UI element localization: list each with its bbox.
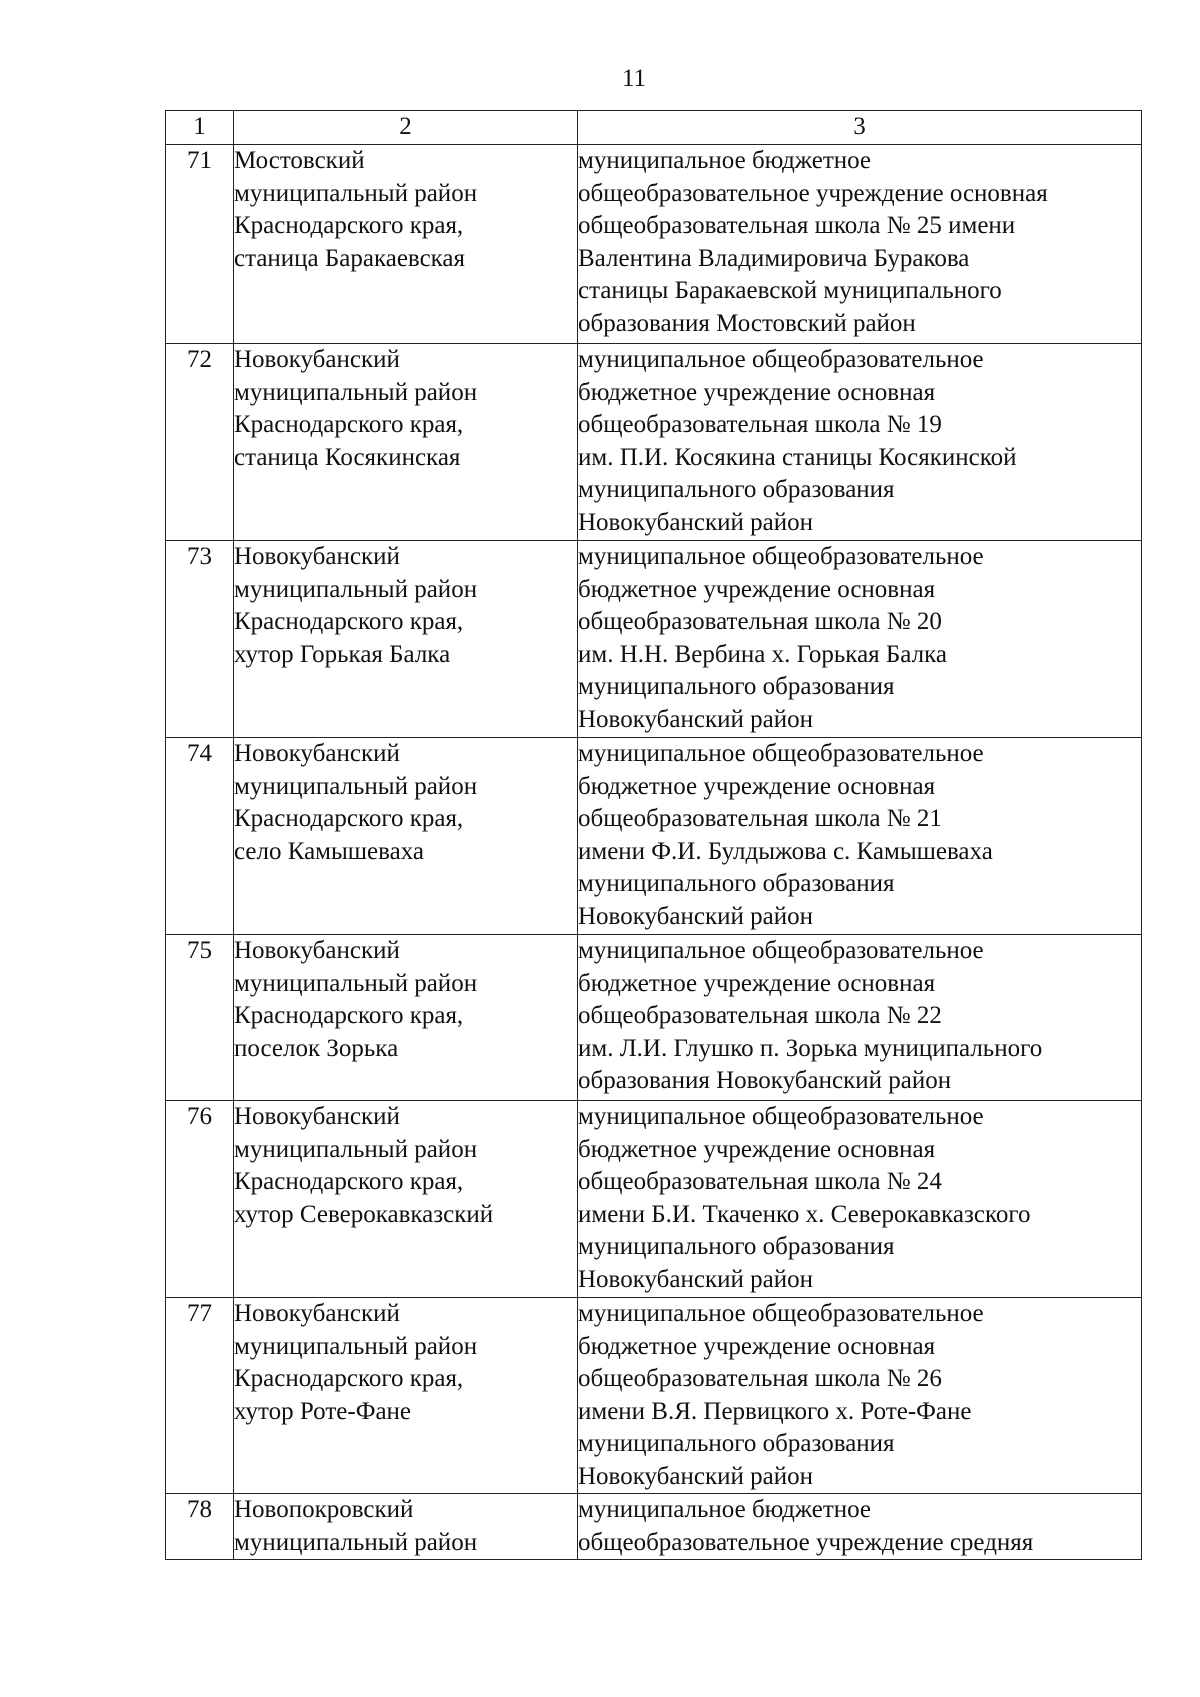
- table-row: [166, 1101, 1142, 1298]
- row-area: Новокубанский муниципальный район Краснодарского края, поселок Зорька: [234, 935, 578, 1101]
- column-header-number: 1: [166, 111, 234, 145]
- row-number: 74: [166, 738, 234, 935]
- row-area: Новокубанский муниципальный район Краснодарского края, село Камышеваха: [234, 738, 578, 935]
- row-number: 75: [166, 935, 234, 1101]
- table-header-row: [166, 111, 1142, 145]
- table-row: [166, 344, 1142, 541]
- row-organization: муниципальное общеобразовательное бюджетное учреждение основная общеобразовательная школа № 21 имени Ф.И. Булдыжова с. Камышеваха муниципального образования Новокубанский район: [578, 738, 1142, 935]
- row-organization: муниципальное общеобразовательное бюджетное учреждение основная общеобразовательная школа № 19 им. П.И. Косякина станицы Косякинской муниципального образования Новокубанский район: [578, 344, 1142, 541]
- column-header-area: 2: [234, 111, 578, 145]
- row-area: Новокубанский муниципальный район Краснодарского края, хутор Северокавказский: [234, 1101, 578, 1298]
- row-organization: муниципальное общеобразовательное бюджетное учреждение основная общеобразовательная школа № 22 им. Л.И. Глушко п. Зорька муниципального образования Новокубанский район: [578, 935, 1142, 1101]
- row-organization: муниципальное бюджетное общеобразовательное учреждение средняя: [578, 1494, 1142, 1560]
- page-number: 11: [621, 65, 647, 92]
- table-row: [166, 1298, 1142, 1494]
- row-organization: муниципальное общеобразовательное бюджетное учреждение основная общеобразовательная школа № 26 имени В.Я. Первицкого х. Роте-Фане муниципального образования Новокубанский район: [578, 1298, 1142, 1494]
- row-area: Новокубанский муниципальный район Краснодарского края, хутор Роте-Фане: [234, 1298, 578, 1494]
- row-number: 77: [166, 1298, 234, 1494]
- table-row: [166, 145, 1142, 344]
- column-header-organization: 3: [578, 111, 1142, 145]
- table-row: [166, 738, 1142, 935]
- row-number: 73: [166, 541, 234, 738]
- table-row: [166, 541, 1142, 738]
- table-row: [166, 1494, 1142, 1560]
- row-organization: муниципальное общеобразовательное бюджетное учреждение основная общеобразовательная школа № 20 им. Н.Н. Вербина х. Горькая Балка муниципального образования Новокубанский район: [578, 541, 1142, 738]
- row-area: Мостовский муниципальный район Краснодарского края, станица Баракаевская: [234, 145, 578, 344]
- row-number: 71: [166, 145, 234, 344]
- row-organization: муниципальное общеобразовательное бюджетное учреждение основная общеобразовательная школа № 24 имени Б.И. Ткаченко х. Северокавказского муниципального образования Новокубанский район: [578, 1101, 1142, 1298]
- row-area: Новокубанский муниципальный район Краснодарского края, станица Косякинская: [234, 344, 578, 541]
- row-number: 78: [166, 1494, 234, 1560]
- row-number: 72: [166, 344, 234, 541]
- row-area: Новокубанский муниципальный район Краснодарского края, хутор Горькая Балка: [234, 541, 578, 738]
- table-row: [166, 935, 1142, 1101]
- row-organization: муниципальное бюджетное общеобразовательное учреждение основная общеобразовательная школа № 25 имени Валентина Владимировича Буракова станицы Баракаевской муниципального образования Мостовский район: [578, 145, 1142, 344]
- row-number: 76: [166, 1101, 234, 1298]
- row-area: Новопокровский муниципальный район: [234, 1494, 578, 1560]
- registry-table: [165, 110, 1142, 1560]
